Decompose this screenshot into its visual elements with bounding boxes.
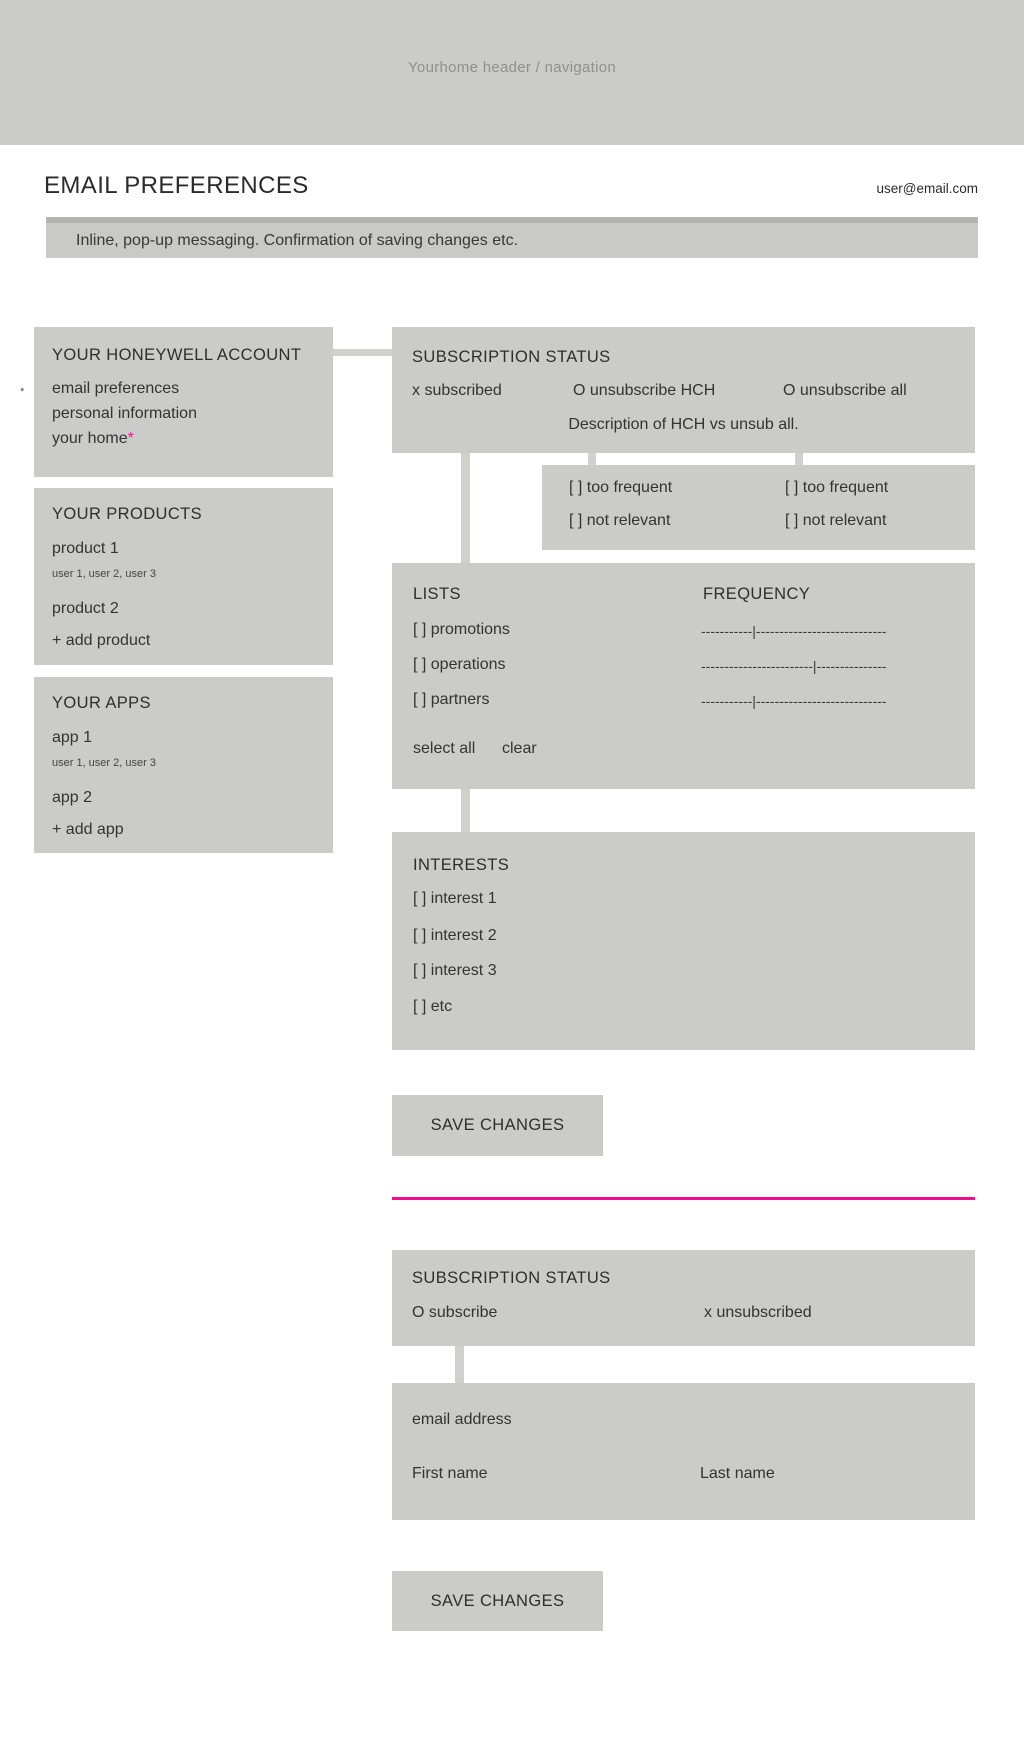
- feedback-not-relevant-all[interactable]: [ ] not relevant: [785, 512, 887, 529]
- feedback-not-relevant-hch[interactable]: [ ] not relevant: [569, 512, 671, 529]
- option-unsubscribe-all[interactable]: O unsubscribe all: [783, 382, 907, 399]
- interest-1-checkbox[interactable]: [ ] interest 1: [413, 890, 497, 907]
- margin-asterisk-note: *: [20, 386, 25, 398]
- app-1-link[interactable]: app 1: [52, 729, 93, 746]
- interest-2-checkbox[interactable]: [ ] interest 2: [413, 927, 497, 944]
- lists-title: LISTS: [413, 585, 461, 603]
- list-checkbox-promotions[interactable]: [ ] promotions: [413, 621, 510, 638]
- sidebar-item-email-preferences[interactable]: email preferences: [52, 380, 180, 397]
- pink-section-divider: [392, 1197, 975, 1200]
- app-1-users: user 1, user 2, user 3: [52, 757, 156, 769]
- feedback-too-frequent-all[interactable]: [ ] too frequent: [785, 479, 889, 496]
- email-address-field[interactable]: email address: [412, 1411, 512, 1428]
- header-nav-label: Yourhome header / navigation: [408, 59, 616, 76]
- inline-message-text: Inline, pop-up messaging. Confirmation of saving changes etc.: [76, 232, 519, 249]
- interests-title: INTERESTS: [413, 856, 510, 874]
- sidebar-item-your-home[interactable]: your home*: [52, 430, 134, 447]
- unsubscribed-status-title: SUBSCRIPTION STATUS: [412, 1269, 611, 1287]
- feedback-too-frequent-hch[interactable]: [ ] too frequent: [569, 479, 673, 496]
- products-section-title: YOUR PRODUCTS: [52, 505, 203, 523]
- lists-box: [392, 563, 975, 789]
- sidebar-item-personal-information[interactable]: personal information: [52, 405, 197, 422]
- inline-message-bar: [46, 217, 978, 258]
- hch-description: Description of HCH vs unsub all.: [568, 416, 799, 433]
- connector-lists-to-interests: [461, 789, 470, 832]
- resubscribe-form-box: [392, 1383, 975, 1520]
- frequency-slider-operations[interactable]: ------------------------|---------------: [701, 658, 887, 674]
- interests-box: [392, 832, 975, 1050]
- sidebar-section-account: [34, 327, 333, 477]
- list-checkbox-partners[interactable]: [ ] partners: [413, 691, 490, 708]
- unsubscribed-status-box: [392, 1250, 975, 1346]
- site-header-bar: [0, 0, 1024, 145]
- interest-3-checkbox[interactable]: [ ] interest 3: [413, 962, 497, 979]
- apps-section-title: YOUR APPS: [52, 694, 151, 712]
- unsubscribe-feedback-box: [542, 465, 975, 550]
- interest-etc-checkbox[interactable]: [ ] etc: [413, 998, 453, 1015]
- subscription-status-title: SUBSCRIPTION STATUS: [412, 348, 611, 366]
- frequency-slider-promotions[interactable]: -----------|----------------------------: [701, 623, 887, 639]
- sidebar-section-apps: [34, 677, 333, 853]
- save-changes-button[interactable]: SAVE CHANGES: [392, 1095, 603, 1156]
- product-2-link[interactable]: product 2: [52, 600, 119, 617]
- product-1-users: user 1, user 2, user 3: [52, 568, 156, 580]
- add-app-link[interactable]: + add app: [52, 821, 124, 838]
- connector-status-to-form: [455, 1346, 464, 1383]
- option-unsubscribe-hch[interactable]: O unsubscribe HCH: [573, 382, 716, 399]
- clear-link[interactable]: clear: [502, 740, 537, 757]
- select-all-link[interactable]: select all: [413, 740, 476, 757]
- frequency-slider-partners[interactable]: -----------|----------------------------: [701, 693, 887, 709]
- sidebar-section-products: [34, 488, 333, 665]
- subscription-status-box: [392, 327, 975, 453]
- connector-subscription-to-lists: [461, 453, 470, 563]
- required-asterisk: *: [127, 430, 134, 447]
- last-name-field[interactable]: Last name: [700, 1465, 775, 1482]
- option-subscribe[interactable]: O subscribe: [412, 1304, 498, 1321]
- first-name-field[interactable]: First name: [412, 1465, 488, 1482]
- user-email: user@email.com: [876, 181, 978, 196]
- add-product-link[interactable]: + add product: [52, 632, 151, 649]
- app-2-link[interactable]: app 2: [52, 789, 93, 806]
- save-changes-button-2[interactable]: SAVE CHANGES: [392, 1571, 603, 1631]
- page-title: EMAIL PREFERENCES: [44, 172, 309, 199]
- list-checkbox-operations[interactable]: [ ] operations: [413, 656, 506, 673]
- connector-account-to-subscription: [333, 349, 392, 356]
- account-section-title: YOUR HONEYWELL ACCOUNT: [52, 346, 302, 364]
- option-subscribed[interactable]: x subscribed: [412, 382, 502, 399]
- option-unsubscribed[interactable]: x unsubscribed: [704, 1304, 812, 1321]
- product-1-link[interactable]: product 1: [52, 540, 119, 557]
- frequency-title: FREQUENCY: [703, 585, 811, 603]
